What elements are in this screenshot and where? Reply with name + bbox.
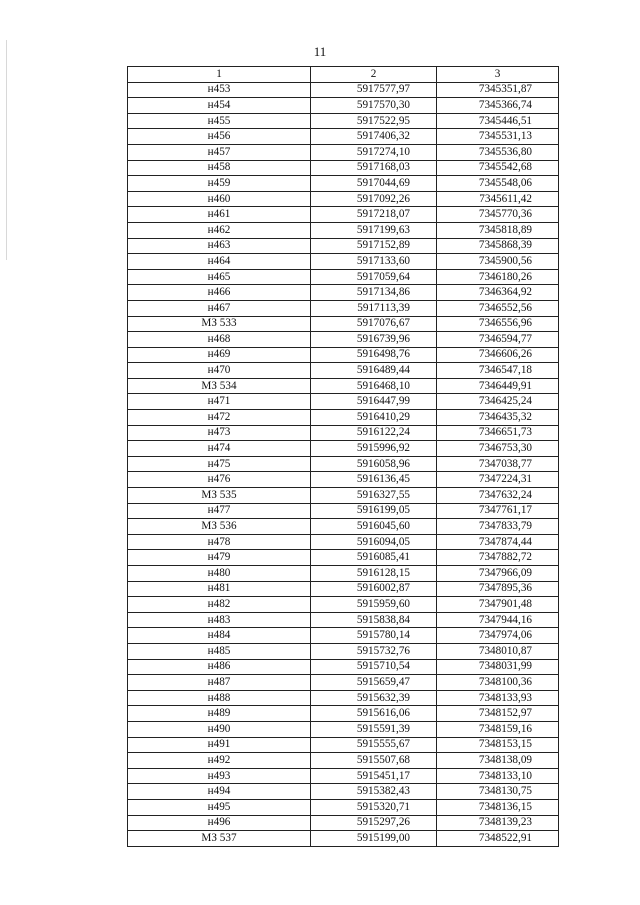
table-row — [128, 269, 559, 285]
point-id-cell: н491 — [128, 737, 311, 753]
table-row — [128, 363, 559, 379]
y-coordinate-cell: 7348159,16 — [437, 721, 559, 737]
x-coordinate-cell: 5916199,05 — [311, 503, 437, 519]
table-row — [128, 581, 559, 597]
table-row — [128, 831, 559, 847]
point-id-cell: н481 — [128, 581, 311, 597]
y-coordinate-cell: 7348010,87 — [437, 643, 559, 659]
table-row — [128, 659, 559, 675]
point-id-cell: н487 — [128, 675, 311, 691]
y-coordinate-cell: 7347882,72 — [437, 550, 559, 566]
y-coordinate-cell: 7345366,74 — [437, 98, 559, 114]
y-coordinate-cell: 7347944,16 — [437, 612, 559, 628]
y-coordinate-cell: 7346552,56 — [437, 300, 559, 316]
point-id-cell: н480 — [128, 566, 311, 582]
point-id-cell: н472 — [128, 410, 311, 426]
table-row — [128, 238, 559, 254]
table-row — [128, 410, 559, 426]
point-id-cell: н475 — [128, 456, 311, 472]
table-row — [128, 799, 559, 815]
y-coordinate-cell: 7348139,23 — [437, 815, 559, 831]
table-row — [128, 160, 559, 176]
x-coordinate-cell: 5916739,96 — [311, 332, 437, 348]
x-coordinate-cell: 5917570,30 — [311, 98, 437, 114]
point-id-cell: н469 — [128, 347, 311, 363]
y-coordinate-cell: 7348133,93 — [437, 690, 559, 706]
x-coordinate-cell: 5916468,10 — [311, 378, 437, 394]
y-coordinate-cell: 7347966,09 — [437, 566, 559, 582]
point-id-cell: н462 — [128, 222, 311, 238]
table-body — [128, 82, 559, 846]
y-coordinate-cell: 7347632,24 — [437, 488, 559, 504]
point-id-cell: н458 — [128, 160, 311, 176]
table-row — [128, 222, 559, 238]
table-row — [128, 566, 559, 582]
column-header-3: 3 — [437, 67, 559, 83]
table-row — [128, 675, 559, 691]
point-id-cell: н490 — [128, 721, 311, 737]
point-id-cell: н492 — [128, 753, 311, 769]
point-id-cell: н466 — [128, 285, 311, 301]
point-id-cell: н465 — [128, 269, 311, 285]
x-coordinate-cell: 5917133,60 — [311, 254, 437, 270]
x-coordinate-cell: 5915382,43 — [311, 784, 437, 800]
point-id-cell: н484 — [128, 628, 311, 644]
table-row — [128, 721, 559, 737]
table-row — [128, 441, 559, 457]
y-coordinate-cell: 7346651,73 — [437, 425, 559, 441]
point-id-cell: н489 — [128, 706, 311, 722]
table-row — [128, 394, 559, 410]
y-coordinate-cell: 7348133,10 — [437, 768, 559, 784]
table-row — [128, 129, 559, 145]
y-coordinate-cell: 7345446,51 — [437, 113, 559, 129]
table-row — [128, 519, 559, 535]
point-id-cell: н479 — [128, 550, 311, 566]
point-id-cell: н494 — [128, 784, 311, 800]
y-coordinate-cell: 7347974,06 — [437, 628, 559, 644]
x-coordinate-cell: 5917199,63 — [311, 222, 437, 238]
y-coordinate-cell: 7346425,24 — [437, 394, 559, 410]
x-coordinate-cell: 5917134,86 — [311, 285, 437, 301]
y-coordinate-cell: 7347895,36 — [437, 581, 559, 597]
y-coordinate-cell: 7347874,44 — [437, 534, 559, 550]
table-row — [128, 784, 559, 800]
y-coordinate-cell: 7348136,15 — [437, 799, 559, 815]
y-coordinate-cell: 7346180,26 — [437, 269, 559, 285]
table-row — [128, 643, 559, 659]
table-row — [128, 378, 559, 394]
x-coordinate-cell: 5916410,29 — [311, 410, 437, 426]
y-coordinate-cell: 7347833,79 — [437, 519, 559, 535]
point-id-cell: н463 — [128, 238, 311, 254]
table-row — [128, 503, 559, 519]
table-row — [128, 113, 559, 129]
x-coordinate-cell: 5917152,89 — [311, 238, 437, 254]
point-id-cell: н493 — [128, 768, 311, 784]
table-row — [128, 472, 559, 488]
point-id-cell: МЗ 537 — [128, 831, 311, 847]
table-row — [128, 612, 559, 628]
table-row — [128, 737, 559, 753]
y-coordinate-cell: 7345351,87 — [437, 82, 559, 98]
table-row — [128, 753, 559, 769]
point-id-cell: н461 — [128, 207, 311, 223]
point-id-cell: н485 — [128, 643, 311, 659]
x-coordinate-cell: 5916045,60 — [311, 519, 437, 535]
y-coordinate-cell: 7347038,77 — [437, 456, 559, 472]
x-coordinate-cell: 5916447,99 — [311, 394, 437, 410]
point-id-cell: н477 — [128, 503, 311, 519]
point-id-cell: н464 — [128, 254, 311, 270]
table-row — [128, 98, 559, 114]
x-coordinate-cell: 5916136,45 — [311, 472, 437, 488]
x-coordinate-cell: 5917522,95 — [311, 113, 437, 129]
x-coordinate-cell: 5917076,67 — [311, 316, 437, 332]
y-coordinate-cell: 7346594,77 — [437, 332, 559, 348]
point-id-cell: н457 — [128, 144, 311, 160]
column-header-1: 1 — [128, 67, 311, 83]
point-id-cell: н496 — [128, 815, 311, 831]
x-coordinate-cell: 5915996,92 — [311, 441, 437, 457]
point-id-cell: н473 — [128, 425, 311, 441]
table-row — [128, 690, 559, 706]
y-coordinate-cell: 7346364,92 — [437, 285, 559, 301]
x-coordinate-cell: 5916489,44 — [311, 363, 437, 379]
y-coordinate-cell: 7346435,32 — [437, 410, 559, 426]
x-coordinate-cell: 5917577,97 — [311, 82, 437, 98]
point-id-cell: н488 — [128, 690, 311, 706]
x-coordinate-cell: 5915591,39 — [311, 721, 437, 737]
column-header-2: 2 — [311, 67, 437, 83]
y-coordinate-cell: 7345611,42 — [437, 191, 559, 207]
table-row — [128, 534, 559, 550]
x-coordinate-cell: 5915838,84 — [311, 612, 437, 628]
x-coordinate-cell: 5915732,76 — [311, 643, 437, 659]
y-coordinate-cell: 7345818,89 — [437, 222, 559, 238]
point-id-cell: н459 — [128, 176, 311, 192]
point-id-cell: н495 — [128, 799, 311, 815]
point-id-cell: н453 — [128, 82, 311, 98]
x-coordinate-cell: 5917092,26 — [311, 191, 437, 207]
table-row — [128, 488, 559, 504]
x-coordinate-cell: 5916085,41 — [311, 550, 437, 566]
x-coordinate-cell: 5915632,39 — [311, 690, 437, 706]
table-row — [128, 316, 559, 332]
y-coordinate-cell: 7345536,80 — [437, 144, 559, 160]
table-row — [128, 347, 559, 363]
margin-scan-mark — [6, 40, 7, 260]
y-coordinate-cell: 7345770,36 — [437, 207, 559, 223]
x-coordinate-cell: 5916058,96 — [311, 456, 437, 472]
point-id-cell: МЗ 535 — [128, 488, 311, 504]
x-coordinate-cell: 5915555,67 — [311, 737, 437, 753]
x-coordinate-cell: 5917044,69 — [311, 176, 437, 192]
y-coordinate-cell: 7348138,09 — [437, 753, 559, 769]
point-id-cell: н471 — [128, 394, 311, 410]
x-coordinate-cell: 5915199,00 — [311, 831, 437, 847]
x-coordinate-cell: 5915320,71 — [311, 799, 437, 815]
y-coordinate-cell: 7346753,30 — [437, 441, 559, 457]
x-coordinate-cell: 5916128,15 — [311, 566, 437, 582]
point-id-cell: МЗ 533 — [128, 316, 311, 332]
point-id-cell: н468 — [128, 332, 311, 348]
x-coordinate-cell: 5915959,60 — [311, 597, 437, 613]
y-coordinate-cell: 7345868,39 — [437, 238, 559, 254]
x-coordinate-cell: 5916122,24 — [311, 425, 437, 441]
y-coordinate-cell: 7348130,75 — [437, 784, 559, 800]
x-coordinate-cell: 5917168,03 — [311, 160, 437, 176]
y-coordinate-cell: 7348153,15 — [437, 737, 559, 753]
x-coordinate-cell: 5917059,64 — [311, 269, 437, 285]
point-id-cell: н476 — [128, 472, 311, 488]
point-id-cell: н467 — [128, 300, 311, 316]
x-coordinate-cell: 5915297,26 — [311, 815, 437, 831]
y-coordinate-cell: 7346606,26 — [437, 347, 559, 363]
x-coordinate-cell: 5915616,06 — [311, 706, 437, 722]
point-id-cell: н454 — [128, 98, 311, 114]
point-id-cell: МЗ 536 — [128, 519, 311, 535]
y-coordinate-cell: 7345542,68 — [437, 160, 559, 176]
y-coordinate-cell: 7346556,96 — [437, 316, 559, 332]
y-coordinate-cell: 7348100,36 — [437, 675, 559, 691]
table-row — [128, 176, 559, 192]
table-row — [128, 456, 559, 472]
y-coordinate-cell: 7345548,06 — [437, 176, 559, 192]
x-coordinate-cell: 5916498,76 — [311, 347, 437, 363]
x-coordinate-cell: 5915507,68 — [311, 753, 437, 769]
table-row — [128, 300, 559, 316]
table-row — [128, 332, 559, 348]
table-row — [128, 706, 559, 722]
y-coordinate-cell: 7348152,97 — [437, 706, 559, 722]
x-coordinate-cell: 5916094,05 — [311, 534, 437, 550]
y-coordinate-cell: 7347224,31 — [437, 472, 559, 488]
y-coordinate-cell: 7346449,91 — [437, 378, 559, 394]
table-row — [128, 285, 559, 301]
x-coordinate-cell: 5917218,07 — [311, 207, 437, 223]
table-row — [128, 550, 559, 566]
x-coordinate-cell: 5915780,14 — [311, 628, 437, 644]
coordinates-table — [127, 66, 559, 847]
y-coordinate-cell: 7345531,13 — [437, 129, 559, 145]
y-coordinate-cell: 7345900,56 — [437, 254, 559, 270]
point-id-cell: н483 — [128, 612, 311, 628]
point-id-cell: н455 — [128, 113, 311, 129]
table-row — [128, 207, 559, 223]
point-id-cell: н474 — [128, 441, 311, 457]
point-id-cell: н482 — [128, 597, 311, 613]
table-row — [128, 144, 559, 160]
page-number: 11 — [313, 44, 327, 59]
y-coordinate-cell: 7346547,18 — [437, 363, 559, 379]
table-row — [128, 191, 559, 207]
y-coordinate-cell: 7347901,48 — [437, 597, 559, 613]
x-coordinate-cell: 5917406,32 — [311, 129, 437, 145]
x-coordinate-cell: 5915659,47 — [311, 675, 437, 691]
table-row — [128, 254, 559, 270]
x-coordinate-cell: 5916327,55 — [311, 488, 437, 504]
point-id-cell: н470 — [128, 363, 311, 379]
table-row — [128, 815, 559, 831]
y-coordinate-cell: 7348522,91 — [437, 831, 559, 847]
point-id-cell: н460 — [128, 191, 311, 207]
x-coordinate-cell: 5917113,39 — [311, 300, 437, 316]
table-row — [128, 82, 559, 98]
table-row — [128, 597, 559, 613]
x-coordinate-cell: 5916002,87 — [311, 581, 437, 597]
point-id-cell: н486 — [128, 659, 311, 675]
y-coordinate-cell: 7348031,99 — [437, 659, 559, 675]
point-id-cell: МЗ 534 — [128, 378, 311, 394]
table-row — [128, 425, 559, 441]
point-id-cell: н478 — [128, 534, 311, 550]
x-coordinate-cell: 5917274,10 — [311, 144, 437, 160]
table-row — [128, 628, 559, 644]
y-coordinate-cell: 7347761,17 — [437, 503, 559, 519]
x-coordinate-cell: 5915710,54 — [311, 659, 437, 675]
table-row — [128, 768, 559, 784]
table-header-row — [128, 67, 559, 83]
x-coordinate-cell: 5915451,17 — [311, 768, 437, 784]
point-id-cell: н456 — [128, 129, 311, 145]
